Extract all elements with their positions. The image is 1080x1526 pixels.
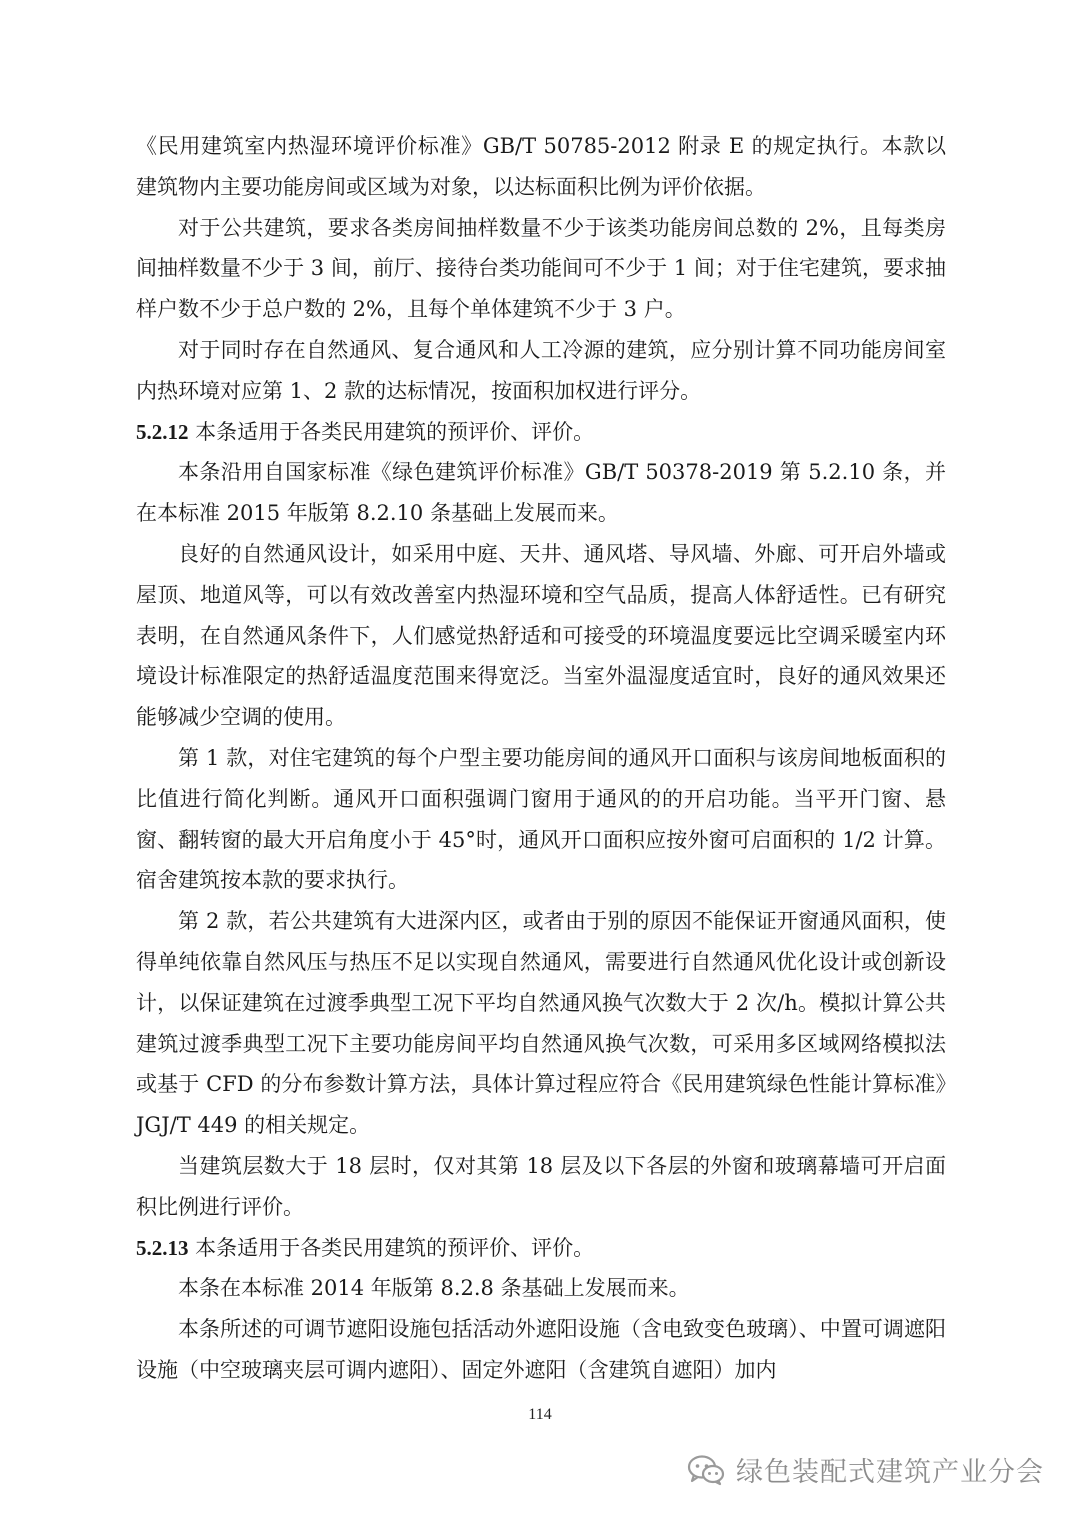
paragraph: 本条沿用自国家标准《绿色建筑评价标准》GB/T 50378-2019 第 5.2.10 条，并在本标准 2015 年版第 8.2.10 条基础上发展而来。 [136, 460, 946, 526]
clause-text: 本条适用于各类民用建筑的预评价、评价。 [188, 419, 595, 444]
clause-text: 本条适用于各类民用建筑的预评价、评价。 [188, 1235, 595, 1260]
page-number: 114 [528, 1406, 552, 1423]
paragraph-continuation: 《民用建筑室内热湿环境评价标准》GB/T 50785-2012 附录 E 的规定执行。本款以建筑物内主要功能房间或区域为对象，以达标面积比例为评价依据。 [136, 134, 946, 199]
paragraph: 对于同时存在自然通风、复合通风和人工冷源的建筑，应分别计算不同功能房间室内热环境对应第 1、2 款的达标情况，按面积加权进行评分。 [136, 337, 946, 403]
clause-number: 5.2.12 [136, 419, 189, 444]
wechat-icon [686, 1454, 726, 1486]
paragraph: 本条所述的可调节遮阳设施包括活动外遮阳设施（含电致变色玻璃）、中置可调遮阳设施（中空玻璃夹层可调内遮阳）、固定外遮阳（含建筑自遮阳）加内 [136, 1317, 946, 1382]
clause-number: 5.2.13 [136, 1235, 189, 1260]
paragraph: 第 1 款，对住宅建筑的每个户型主要功能房间的通风开口面积与该房间地板面积的比值进行简化判断。通风开口面积强调门窗用于通风的的开启功能。当平开门窗、悬窗、翻转窗的最大开启角度小于 45°时，通风开口面积应按外窗可启面积的 1/2 计算。宿舍建筑按本款的要求执行。 [136, 745, 946, 893]
paragraph: 当建筑层数大于 18 层时，仅对其第 18 层及以下各层的外窗和玻璃幕墙可开启面积比例进行评价。 [136, 1153, 946, 1219]
paragraph: 第 2 款，若公共建筑有大进深内区，或者由于别的原因不能保证开窗通风面积，使得单纯依靠自然风压与热压不足以实现自然通风，需要进行自然通风优化设计或创新设计，以保证建筑在过渡季典型工况下平均自然通风换气次数大于 2 次/h。模拟计算公共建筑过渡季典型工况下主要功能房间平均自然通风换气次数，可采用多区域网络模拟法或基于 CFD 的分布参数计算方法，具体计算过程应符合《民用建筑绿色性能计算标准》JGJ/T 449 的相关规定。 [136, 909, 946, 1138]
clause-heading [136, 412, 946, 453]
clause-heading [136, 1228, 946, 1269]
document-body [136, 126, 946, 1391]
watermark [686, 1450, 1044, 1489]
paragraph: 良好的自然通风设计，如采用中庭、天井、通风塔、导风墙、外廊、可开启外墙或屋顶、地道风等，可以有效改善室内热湿环境和空气品质，提高人体舒适性。已有研究表明，在自然通风条件下，人们感觉热舒适和可接受的环境温度要远比空调采暖室内环境设计标准限定的热舒适温度范围来得宽泛。当室外温湿度适宜时，良好的通风效果还能够减少空调的使用。 [136, 541, 946, 730]
watermark-text: 绿色装配式建筑产业分会 [736, 1457, 1044, 1488]
paragraph: 对于公共建筑，要求各类房间抽样数量不少于该类功能房间总数的 2%，且每类房间抽样数量不少于 3 间，前厅、接待台类功能间可不少于 1 间；对于住宅建筑，要求抽样户数不少于总户数的 2%，且每个单体建筑不少于 3 户。 [136, 215, 946, 322]
paragraph: 本条在本标准 2014 年版第 8.2.8 条基础上发展而来。 [178, 1276, 690, 1301]
